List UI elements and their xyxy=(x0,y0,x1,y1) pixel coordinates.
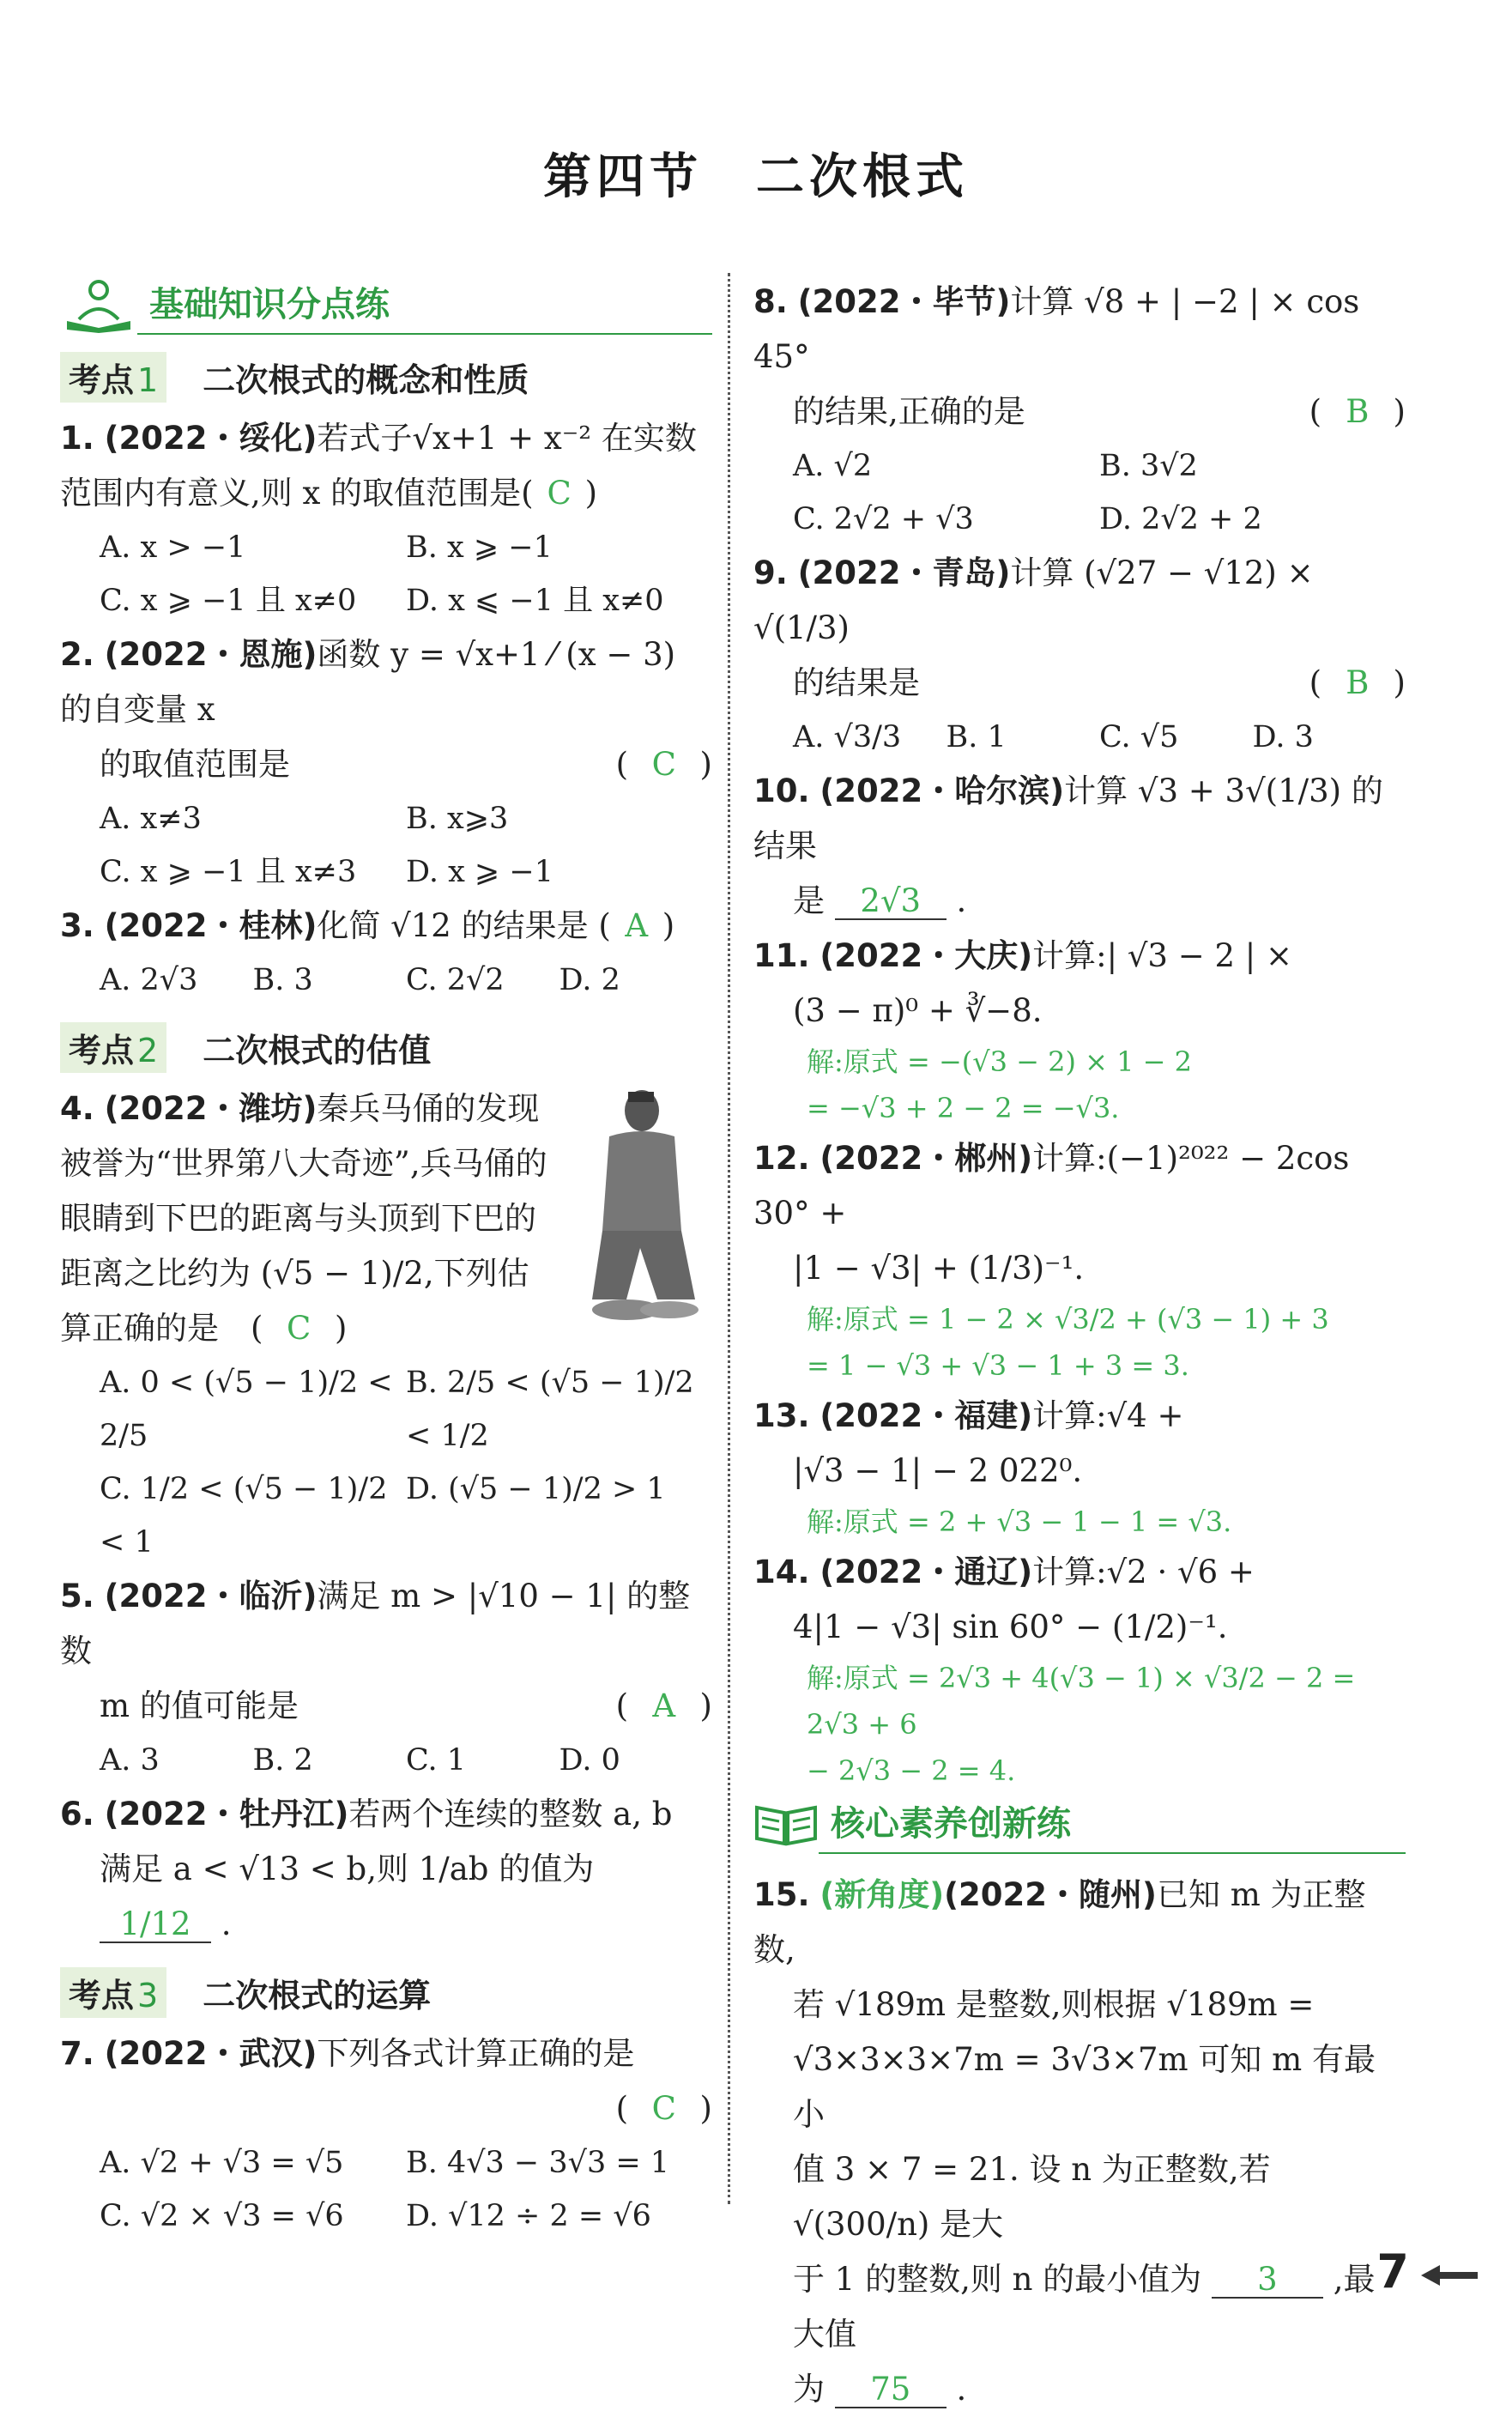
question-13: 13. (2022・福建)计算:√4 + |√3 − 1| − 2 022⁰. 解:原式 = 2 + √3 − 1 − 1 = √3. xyxy=(753,1389,1406,1545)
solution: 解:原式 = 1 − 2 × √3/2 + (√3 − 1) + 3 = 1 − √3 + √3 − 1 + 3 = 3. xyxy=(807,1303,1329,1382)
section-core xyxy=(753,1794,1406,1856)
question-3: 3. (2022・桂林)化简 √12 的结果是 ( A ) A. 2√3 B. 3 C. 2√2 D. 2 xyxy=(60,899,712,1007)
question-1: 1. (2022・绥化)若式子√x+1 + x⁻² 在实数范围内有意义,则 x 的取值范围是( C ) A. x > −1 B. x ⩾ −1 C. x ⩾ −1 且 x≠0 D. x ⩽ −1 且 x≠0 xyxy=(60,420,697,618)
section-core-label: 核心素养创新练 xyxy=(819,1796,1406,1854)
arrow-left-icon xyxy=(1419,2263,1479,2288)
answer-blank-max: 75 xyxy=(835,2372,947,2408)
terracotta-warrior-image xyxy=(575,1085,704,1334)
answer: B xyxy=(1346,664,1370,701)
question-12: 12. (2022・郴州)计算:(−1)²⁰²² − 2cos 30° + |1 − √3| + (1/3)⁻¹. 解:原式 = 1 − 2 × √3/2 + (√3 − 1) + 3 = 1 − √3 + √3 − 1 + 3 = 3. xyxy=(753,1131,1406,1389)
page-number: 7 xyxy=(1376,2244,1409,2299)
kaodian-1-title: 二次根式的概念和性质 xyxy=(203,361,529,399)
question-11: 11. (2022・大庆)计算:| √3 − 2 | × (3 − π)⁰ + ∛−8. 解:原式 = −(√3 − 2) × 1 − 2 = −√3 + 2 − 2 = −√3. xyxy=(753,929,1406,1131)
question-15: 15. (新角度)(2022・随州)已知 m 为正整数, 若 √189m 是整数,则根据 √189m = √3×3×3×7m = 3√3×7m 可知 m 有最小 值 3 × 7 = 21. 设 n 为正整数,若 √(300/n) 是大 于 1 的整数,则 n 的最小值为 3 ,最大值 为 75 . xyxy=(753,1876,1376,2408)
reading-person-icon xyxy=(60,278,137,333)
question-9: 9. (2022・青岛)计算 (√27 − √12) × √(1/3) 的结果是 ( B ) A. √3/3 B. 1 C. √5 D. 3 xyxy=(753,554,1406,754)
open-book-icon xyxy=(753,1801,819,1849)
question-14: 14. (2022・通辽)计算:√2 · √6 + 4|1 − √3| sin 60° − (1/2)⁻¹. 解:原式 = 2√3 + 4(√3 − 1) × √3/2 − 2 = 2√3 + 6 − 2√3 − 2 = 4. xyxy=(753,1545,1406,1794)
question-10: 10. (2022・哈尔滨)计算 √3 + 3√(1/3) 的结果 是 2√3 . xyxy=(753,772,1383,919)
answer: C xyxy=(287,1310,311,1347)
kaodian-3-title: 二次根式的运算 xyxy=(203,1977,432,2014)
question-6: 6. (2022・牡丹江)若两个连续的整数 a, b 满足 a < √13 < b,则 1/ab 的值为 1/12 . xyxy=(60,1796,673,1942)
answer: C xyxy=(547,475,572,512)
solution: 解:原式 = −(√3 − 2) × 1 − 2 = −√3 + 2 − 2 = −√3. xyxy=(807,1045,1193,1124)
answer: A xyxy=(625,907,649,944)
kaodian-2: 考点 2 二次根式的估值 xyxy=(60,1022,712,1073)
answer: C xyxy=(651,2090,676,2127)
question-4: 4. (2022・潍坊)秦兵马俑的发现被誉为“世界第八大奇迹”,兵马俑的眼睛到下巴的距离与头顶到下巴的距离之比约为 (√5 − 1)/2,下列估算正确的是 ( C ) A. 0 < (√5 − 1)/2 < 2/5 B. 2/5 < (√5 − 1)/2 < 1/2 C. 1/2 < (√5 − 1)/2 < 1 D. (√5 − 1)/2 > 1 xyxy=(60,1081,712,1569)
right-column xyxy=(753,275,1406,2417)
answer: C xyxy=(651,746,676,783)
left-column xyxy=(60,275,712,2243)
solution: 解:原式 = 2 + √3 − 1 − 1 = √3. xyxy=(807,1505,1232,1538)
page-title: 第四节 二次根式 xyxy=(543,149,969,205)
answer: B xyxy=(1346,393,1370,430)
question-5: 5. (2022・临沂)满足 m > |√10 − 1| 的整数 m 的值可能是 ( A ) A. 3 B. 2 C. 1 D. 0 xyxy=(60,1578,712,1778)
answer-blank-min: 3 xyxy=(1212,2263,1323,2299)
section-basic xyxy=(60,275,712,336)
answer-blank: 2√3 xyxy=(835,884,947,920)
solution: 解:原式 = 2√3 + 4(√3 − 1) × √3/2 − 2 = 2√3 + 6 − 2√3 − 2 = 4. xyxy=(807,1662,1356,1787)
column-divider xyxy=(728,273,730,2204)
answer: A xyxy=(652,1687,676,1724)
kaodian-2-title: 二次根式的估值 xyxy=(203,1032,432,1069)
answer-blank: 1/12 xyxy=(100,1907,211,1943)
kaodian-3: 考点 3 二次根式的运算 xyxy=(60,1967,712,2018)
question-2: 2. (2022・恩施)函数 y = √x+1 ⁄ (x − 3) 的自变量 x 的取值范围是 ( C ) A. x≠3 B. x⩾3 C. x ⩾ −1 且 x≠3 D. x ⩾ −1 xyxy=(60,636,712,889)
question-7: 7. (2022・武汉)下列各式计算正确的是 ( C ) A. √2 + √3 = √5 B. 4√3 − 3√3 = 1 C. √2 × √3 = √6 D. √12 ÷ 2 = √6 xyxy=(60,2035,712,2233)
question-8: 8. (2022・毕节)计算 √8 + | −2 | × cos 45° 的结果,正确的是 ( B ) A. √2 B. 3√2 C. 2√2 + √3 D. 2√2 + 2 xyxy=(753,283,1406,536)
section-basic-label: 基础知识分点练 xyxy=(137,277,712,335)
kaodian-1: 考点 1 二次根式的概念和性质 xyxy=(60,352,712,403)
